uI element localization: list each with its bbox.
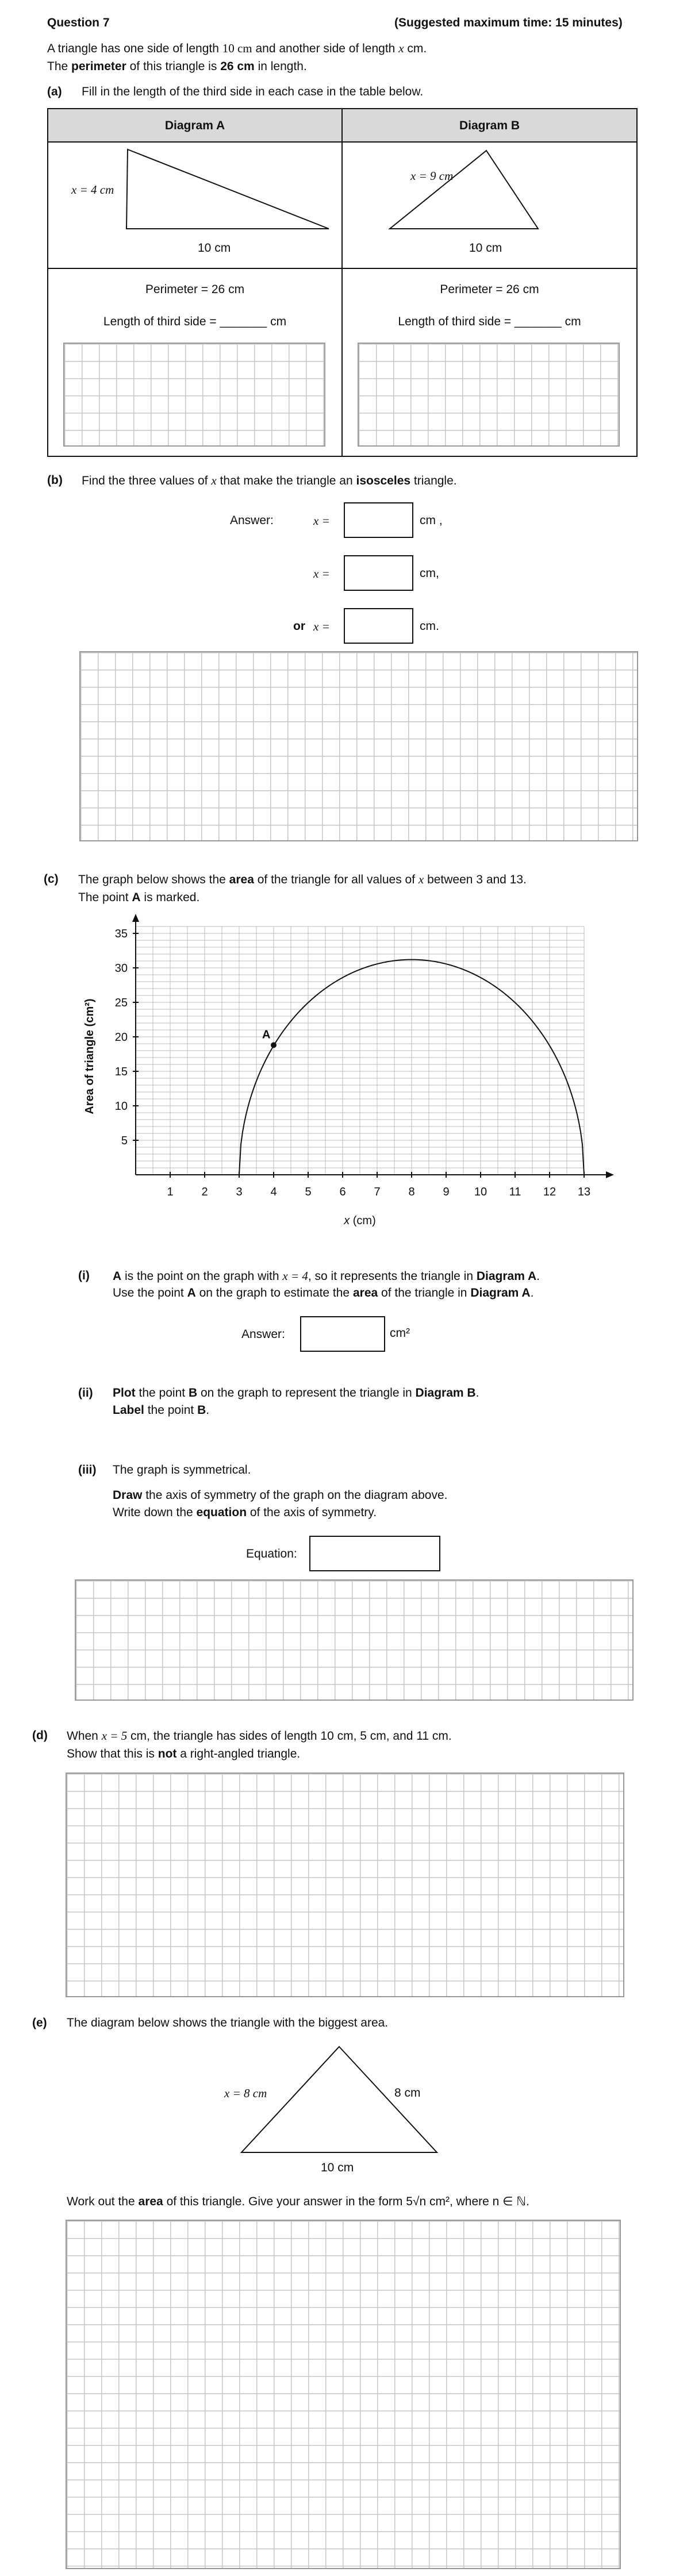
y-axis-arrow (132, 914, 139, 922)
part-b-x2-prefix: x = (313, 567, 330, 580)
part-d-line-2: Show that this is not a right-angled triangle. (67, 1747, 301, 1760)
part-b-x3-suffix: cm. (420, 620, 439, 633)
point-a-marker (271, 1042, 277, 1048)
part-c-i-answer-label: Answer: (241, 1328, 285, 1341)
diagram-a-third-side: Length of third side = _______ cm (103, 315, 287, 328)
y-tick-label: 35 (114, 928, 128, 940)
diagram-b-working-grid[interactable] (358, 343, 620, 447)
part-e-triangle (230, 2044, 460, 2159)
suggested-time: (Suggested maximum time: 15 minutes) (394, 16, 623, 29)
x-axis-arrow (606, 1171, 614, 1178)
part-b-answer-box-1[interactable] (344, 502, 413, 538)
diagram-b-x-label: x = 9 cm (410, 169, 454, 183)
diagram-a-base-label: 10 cm (198, 241, 231, 255)
part-c-i-unit: cm² (390, 1327, 410, 1340)
y-tick-label: 15 (114, 1066, 128, 1078)
part-c-iii-label: (iii) (78, 1463, 97, 1477)
point-a-label: A (262, 1028, 271, 1041)
diagram-a-triangle (48, 143, 341, 268)
part-b-answer-box-2[interactable] (344, 555, 413, 591)
part-b-answer-label: Answer: (230, 514, 274, 527)
y-tick-label: 5 (121, 1135, 128, 1147)
part-c-ii-line-1: Plot the point B on the graph to represent the triangle in Diagram B. (113, 1386, 479, 1400)
diagram-b-header: Diagram B (343, 109, 636, 143)
part-c-iii-line-2: Draw the axis of symmetry of the graph on the diagram above. (113, 1489, 448, 1502)
part-e-label: (e) (32, 2016, 47, 2029)
x-tick-label: 2 (201, 1186, 208, 1198)
part-d-line-1: When x = 5 cm, the triangle has sides of length 10 cm, 5 cm, and 11 cm. (67, 1729, 452, 1743)
part-b-x3-prefix: x = (313, 620, 330, 633)
y-tick-label: 10 (114, 1100, 128, 1113)
part-b-x1-prefix: x = (313, 514, 330, 528)
part-b-x1-suffix: cm , (420, 514, 443, 527)
x-tick-label: 9 (443, 1186, 450, 1198)
part-b-or: or (293, 620, 305, 633)
x-axis-label: x (cm) (344, 1214, 376, 1227)
diagram-table (47, 108, 638, 457)
question-title: Question 7 (47, 16, 110, 29)
x-tick-label: 1 (167, 1186, 174, 1198)
x-tick-label: 5 (305, 1186, 312, 1198)
part-e-x-label: x = 8 cm (224, 2086, 267, 2100)
part-c-i-line-1: A is the point on the graph with x = 4, so it represents the triangle in Diagram A. (113, 1269, 540, 1283)
part-c-iii-answer-label: Equation: (246, 1547, 297, 1560)
y-tick-label: 30 (114, 962, 128, 975)
x-tick-label: 12 (543, 1186, 556, 1198)
part-b-answer-box-3[interactable] (344, 608, 413, 644)
part-c-iii-line-3: Write down the equation of the axis of symmetry. (113, 1506, 377, 1519)
part-c-i-answer-box[interactable] (300, 1316, 385, 1352)
part-c-label: (c) (44, 872, 59, 886)
intro-line-1: A triangle has one side of length 10 cm and another side of length x cm. (47, 41, 427, 55)
x-tick-label: 7 (374, 1186, 381, 1198)
part-a-label: (a) (47, 85, 62, 98)
diagram-a-header: Diagram A (48, 109, 343, 143)
x-tick-label: 6 (339, 1186, 346, 1198)
part-b-label: (b) (47, 474, 63, 487)
part-c-line-2: The point A is marked. (78, 891, 200, 904)
part-a-text: Fill in the length of the third side in each case in the table below. (82, 85, 424, 98)
y-tick-label: 20 (114, 1031, 128, 1044)
part-c-working-grid[interactable] (75, 1579, 634, 1701)
diagram-a-x-label: x = 4 cm (71, 183, 114, 197)
y-axis-label: Area of triangle (cm²) (83, 998, 96, 1114)
diagram-b-third-side: Length of third side = _______ cm (398, 315, 581, 328)
part-b-text: Find the three values of x that make the triangle an isosceles triangle. (82, 474, 457, 487)
part-e-working-grid[interactable] (66, 2220, 621, 2569)
part-d-working-grid[interactable] (66, 1773, 624, 1997)
part-d-label: (d) (32, 1729, 48, 1742)
intro-line-2: The perimeter of this triangle is 26 cm in length. (47, 60, 307, 73)
x-tick-label: 10 (474, 1186, 487, 1198)
part-c-i-label: (i) (78, 1269, 90, 1282)
x-tick-label: 3 (236, 1186, 243, 1198)
part-e-text: The diagram below shows the triangle with the biggest area. (67, 2016, 389, 2029)
part-c-iii-line-1: The graph is symmetrical. (113, 1463, 251, 1477)
diagram-b-base-label: 10 cm (469, 241, 502, 255)
part-e-right-label: 8 cm (394, 2086, 421, 2100)
diagram-b-perimeter: Perimeter = 26 cm (440, 283, 539, 296)
part-c-ii-label: (ii) (78, 1386, 93, 1400)
diagram-a-perimeter: Perimeter = 26 cm (145, 283, 245, 296)
area-chart[interactable] (69, 908, 621, 1241)
x-tick-label: 4 (270, 1186, 277, 1198)
diagram-a-working-grid[interactable] (63, 343, 325, 447)
part-c-iii-answer-box[interactable] (309, 1536, 440, 1571)
x-tick-label: 13 (577, 1186, 591, 1198)
part-b-working-grid[interactable] (79, 651, 638, 841)
y-tick-label: 25 (114, 997, 128, 1009)
x-tick-label: 8 (408, 1186, 415, 1198)
part-b-x2-suffix: cm, (420, 567, 439, 580)
part-c-ii-line-2: Label the point B. (113, 1404, 210, 1417)
part-e-instruction: Work out the area of this triangle. Give your answer in the form 5√n cm², where n ∈ ℕ. (67, 2195, 529, 2208)
table-row-divider (48, 268, 636, 269)
part-c-line-1: The graph below shows the area of the triangle for all values of x between 3 and 13. (78, 872, 527, 886)
part-c-i-line-2: Use the point A on the graph to estimate the area of the triangle in Diagram A. (113, 1286, 534, 1299)
x-tick-label: 11 (509, 1186, 521, 1198)
part-e-base-label: 10 cm (321, 2161, 354, 2174)
